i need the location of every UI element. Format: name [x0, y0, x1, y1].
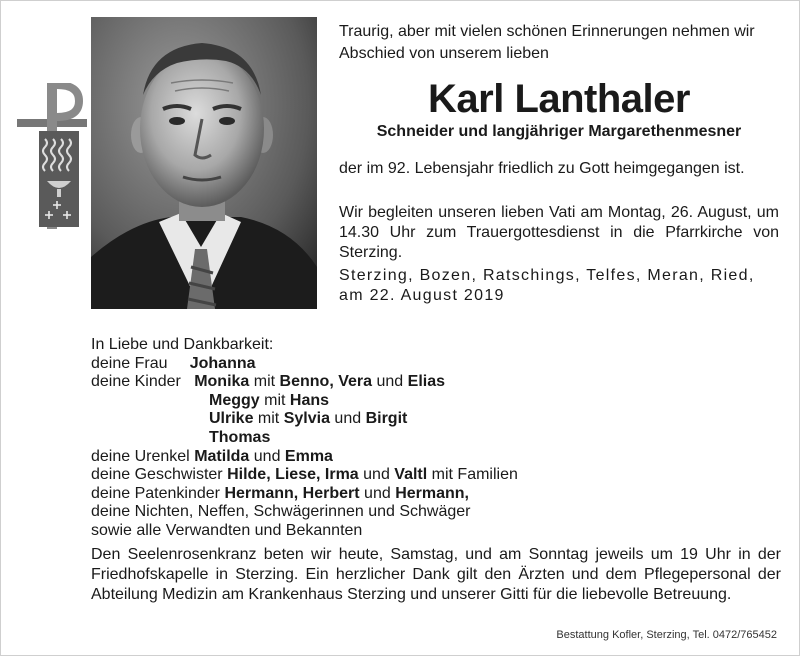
grandchild-name: Birgit — [365, 410, 408, 428]
connector-text: und — [334, 410, 362, 428]
connector-text: mit — [264, 391, 286, 409]
family-heading: In Liebe und Dankbarkeit: — [91, 336, 274, 353]
children-label: deine Kinder — [91, 373, 181, 391]
connector-text: und — [376, 373, 404, 391]
family-row-siblings — [91, 466, 781, 485]
godchild-names: Hermann, Herbert — [224, 484, 360, 502]
greatgrand-label: deine Urenkel — [91, 447, 190, 465]
sibling-name: Valtl — [394, 466, 428, 484]
family-row-children — [91, 373, 781, 392]
family-list — [91, 336, 781, 541]
family-row-child2 — [91, 392, 781, 411]
child-name: Meggy — [209, 391, 260, 409]
child-name: Ulrike — [209, 410, 254, 428]
family-row-greatgrandchildren — [91, 448, 781, 467]
family-row-relatives: deine Nichten, Neffen, Schwägerinnen und Schwäger — [91, 503, 471, 521]
family-row-child4 — [91, 429, 781, 448]
family-row-wife — [91, 355, 781, 374]
partner-name: Benno, Vera — [279, 373, 373, 391]
godchild-name: Hermann, — [395, 484, 469, 502]
portrait-photo — [91, 17, 317, 309]
chi-rho-chalice-icon — [17, 83, 87, 231]
funeral-home-footer: Bestattung Kofler, Sterzing, Tel. 0472/765452 — [556, 629, 777, 641]
godchildren-label: deine Patenkinder — [91, 484, 220, 502]
siblings-label: deine Geschwister — [91, 466, 223, 484]
family-row-others: sowie alle Verwandten und Bekannten — [91, 521, 363, 539]
greatgrand-name: Emma — [284, 447, 333, 465]
occupation-subtitle: Schneider und langjähriger Margarethenmesner — [376, 123, 742, 140]
grandchild-name: Sylvia — [283, 410, 330, 428]
connector-text: und — [253, 447, 281, 465]
connector-text: mit — [253, 373, 276, 391]
place-date: Sterzing, Bozen, Ratschings, Telfes, Meran, Ried, am 22. August 2019 — [339, 267, 755, 304]
grandchild-name: Elias — [407, 373, 445, 391]
closing-text: Den Seelenrosenkranz beten wir heute, Samstag, und am Sonntag jeweils um 19 Uhr in der Friedhofskapelle in Sterzing. Ein herzlicher Dank gilt den Ärzten und dem Pflegepersonal der Abteilung Medizin am Krankenhaus Sterzing und unserer Gitti für die liebevolle Betreuung. — [91, 546, 781, 603]
connector-text: mit — [257, 410, 280, 428]
intro-text: Traurig, aber mit vielen schönen Erinnerungen nehmen wir Abschied von unserem lieben — [339, 23, 755, 62]
sibling-names: Hilde, Liese, Irma — [227, 466, 359, 484]
family-row-godchildren — [91, 485, 781, 504]
connector-text: und — [363, 466, 390, 484]
wife-label: deine Frau — [91, 354, 168, 372]
deceased-name: Karl Lanthaler — [428, 77, 690, 121]
passing-text: der im 92. Lebensjahr friedlich zu Gott heimgegangen ist. — [339, 160, 745, 177]
partner-name: Hans — [289, 391, 330, 409]
child-name: Thomas — [209, 428, 271, 446]
child-name: Monika — [194, 373, 250, 391]
wife-name: Johanna — [189, 354, 256, 372]
connector-text: und — [364, 484, 391, 502]
service-text: Wir begleiten unseren lieben Vati am Montag, 26. August, um 14.30 Uhr zum Trauergottesdienst in die Pfarrkirche von Sterzing. — [339, 204, 779, 261]
greatgrand-name: Matilda — [194, 447, 250, 465]
family-row-child3 — [91, 410, 781, 429]
siblings-suffix: mit Familien — [431, 466, 518, 484]
